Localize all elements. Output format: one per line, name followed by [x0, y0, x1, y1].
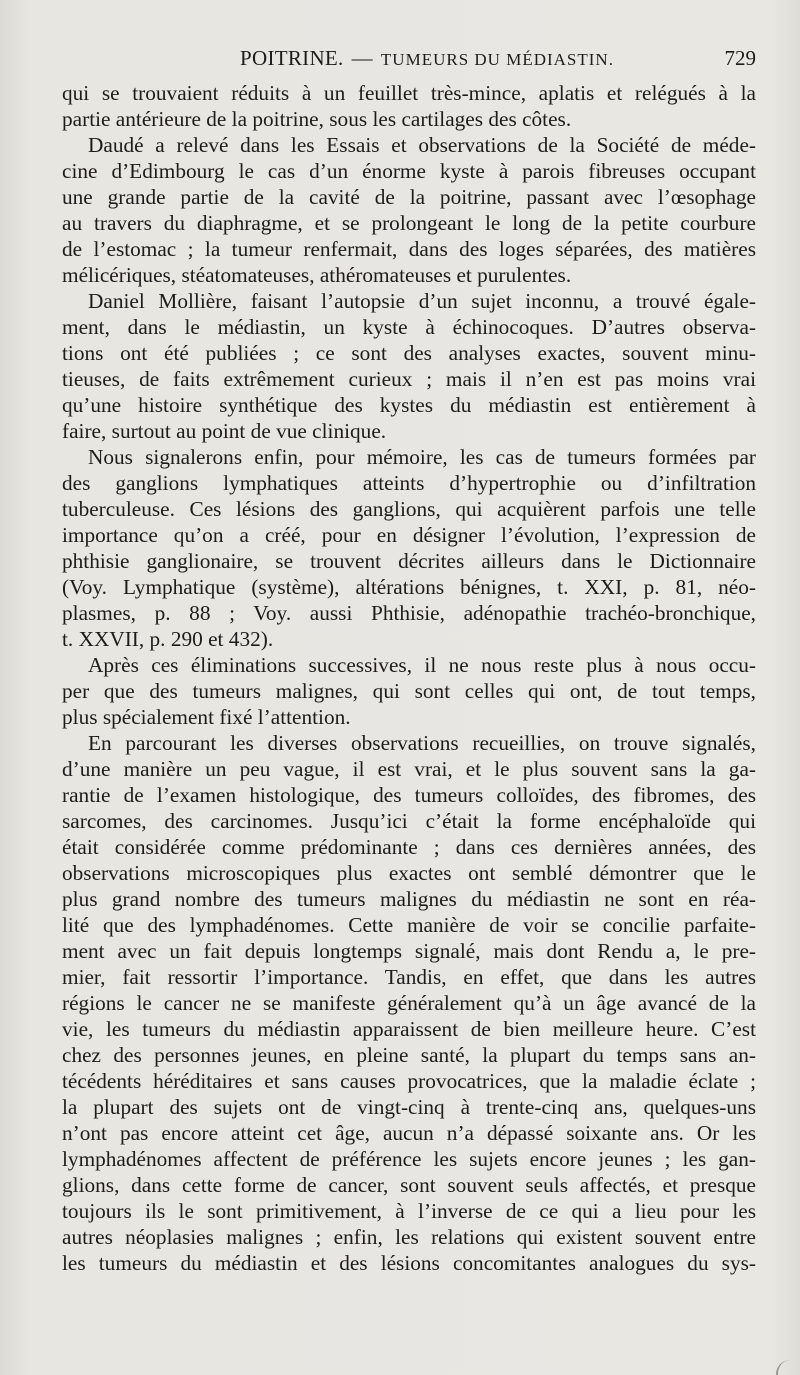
text-line: En parcourant les diverses observations recueillies, on trouve signalés, — [88, 731, 756, 755]
text-line: glions, dans cette forme de cancer, sont souvent seuls affectés, et presque — [62, 1173, 756, 1197]
text-line: chez des personnes jeunes, en pleine santé, la plupart du temps sans an- — [62, 1043, 756, 1067]
text-line: qu’une histoire synthétique des kystes du médiastin est entièrement à — [62, 393, 756, 417]
subsection-title: TUMEURS DU MÉDIASTIN. — [380, 50, 614, 69]
text-line: ment avec un fait depuis longtemps signalé, mais dont Rendu a, le pre- — [62, 939, 756, 963]
title-separator: — — [351, 46, 373, 70]
text-line: observations microscopiques plus exactes ont semblé démontrer que le — [62, 861, 756, 885]
text-line: importance qu’on a créé, pour en désigner l’évolution, l’expression de — [62, 523, 756, 547]
text-line: sarcomes, des carcinomes. Jusqu’ici c’était la forme encéphaloïde qui — [62, 809, 756, 833]
text-line: mier, fait ressortir l’importance. Tandis, en effet, que dans les autres — [62, 965, 756, 989]
text-line: une grande partie de la cavité de la poitrine, passant avec l’œsophage — [62, 185, 756, 209]
text-line: toujours ils le sont primitivement, à l’inverse de ce qui a lieu pour les — [62, 1199, 756, 1223]
running-title — [240, 46, 614, 71]
text-line: qui se trouvaient réduits à un feuillet très-mince, aplatis et relégués à la — [62, 81, 756, 105]
text-line: per que des tumeurs malignes, qui sont celles qui ont, de tout temps, — [62, 679, 756, 703]
text-line: plus grand nombre des tumeurs malignes du médiastin ne sont en réa- — [62, 887, 756, 911]
text-line: plus spécialement fixé l’attention. — [62, 705, 351, 729]
text-line: Daniel Mollière, faisant l’autopsie d’un sujet inconnu, a trouvé égale- — [88, 289, 756, 313]
text-line: était considérée comme prédominante ; dans ces dernières années, des — [62, 835, 756, 859]
running-header — [62, 44, 756, 74]
text-line: les tumeurs du médiastin et des lésions concomitantes analogues du sys- — [62, 1251, 756, 1275]
text-line: (Voy. Lymphatique (système), altérations bénignes, t. XXI, p. 81, néo- — [62, 575, 756, 599]
text-line: mélicériques, stéatomateuses, athéromateuses et purulentes. — [62, 263, 572, 287]
text-line: d’une manière un peu vague, il est vrai, et le plus souvent sans la ga- — [62, 757, 756, 781]
text-line: autres néoplasies malignes ; enfin, les relations qui existent souvent entre — [62, 1225, 756, 1249]
text-line: de l’estomac ; la tumeur renfermait, dans des loges séparées, des matières — [62, 237, 756, 261]
page-number: 729 — [724, 46, 756, 70]
text-line: tuberculeuse. Ces lésions des ganglions, qui acquièrent parfois une telle — [62, 497, 756, 521]
section-title: POITRINE. — [240, 46, 344, 70]
text-line: tieuses, de faits extrêmement curieux ; mais il n’en est pas moins vrai — [62, 367, 756, 391]
text-line: t. XXVII, p. 290 et 432). — [62, 627, 274, 651]
text-line: partie antérieure de la poitrine, sous les cartilages des côtes. — [62, 107, 572, 131]
text-line: régions le cancer ne se manifeste généralement qu’à un âge avancé de la — [62, 991, 756, 1015]
text-line: rantie de l’examen histologique, des tumeurs colloïdes, des fibromes, des — [62, 783, 756, 807]
page-edge-mark — [776, 1360, 800, 1375]
text-line: tions ont été publiées ; ce sont des analyses exactes, souvent minu- — [62, 341, 756, 365]
text-line: cine d’Edimbourg le cas d’un énorme kyste à parois fibreuses occupant — [62, 159, 756, 183]
body-text — [62, 80, 756, 1276]
text-line: Après ces éliminations successives, il ne nous reste plus à nous occu- — [88, 653, 756, 677]
text-line: faire, surtout au point de vue clinique. — [62, 419, 387, 443]
text-line: ment, dans le médiastin, un kyste à échinocoques. D’autres observa- — [62, 315, 756, 339]
text-line: des ganglions lymphatiques atteints d’hypertrophie ou d’infiltration — [62, 471, 756, 495]
text-line: Daudé a relevé dans les Essais et observations de la Société de méde- — [88, 133, 756, 157]
text-line: la plupart des sujets ont de vingt-cinq à trente-cinq ans, quelques-uns — [62, 1095, 756, 1119]
text-line: phthisie ganglionaire, se trouvent décrites ailleurs dans le Dictionnaire — [62, 549, 756, 573]
text-line: lité que des lymphadénomes. Cette manière de voir se concilie parfaite- — [62, 913, 756, 937]
text-line: n’ont pas encore atteint cet âge, aucun n’a dépassé soixante ans. Or les — [62, 1121, 756, 1145]
text-line: lymphadénomes affectent de préférence les sujets encore jeunes ; les gan- — [62, 1147, 756, 1171]
text-line: plasmes, p. 88 ; Voy. aussi Phthisie, adénopathie trachéo-bronchique, — [62, 601, 756, 625]
text-line: au travers du diaphragme, et se prolongeant le long de la petite courbure — [62, 211, 756, 235]
text-line: Nous signalerons enfin, pour mémoire, les cas de tumeurs formées par — [88, 445, 756, 469]
text-line: técédents héréditaires et sans causes provocatrices, que la maladie éclate ; — [62, 1069, 756, 1093]
text-line: vie, les tumeurs du médiastin apparaissent de bien meilleure heure. C’est — [62, 1017, 756, 1041]
